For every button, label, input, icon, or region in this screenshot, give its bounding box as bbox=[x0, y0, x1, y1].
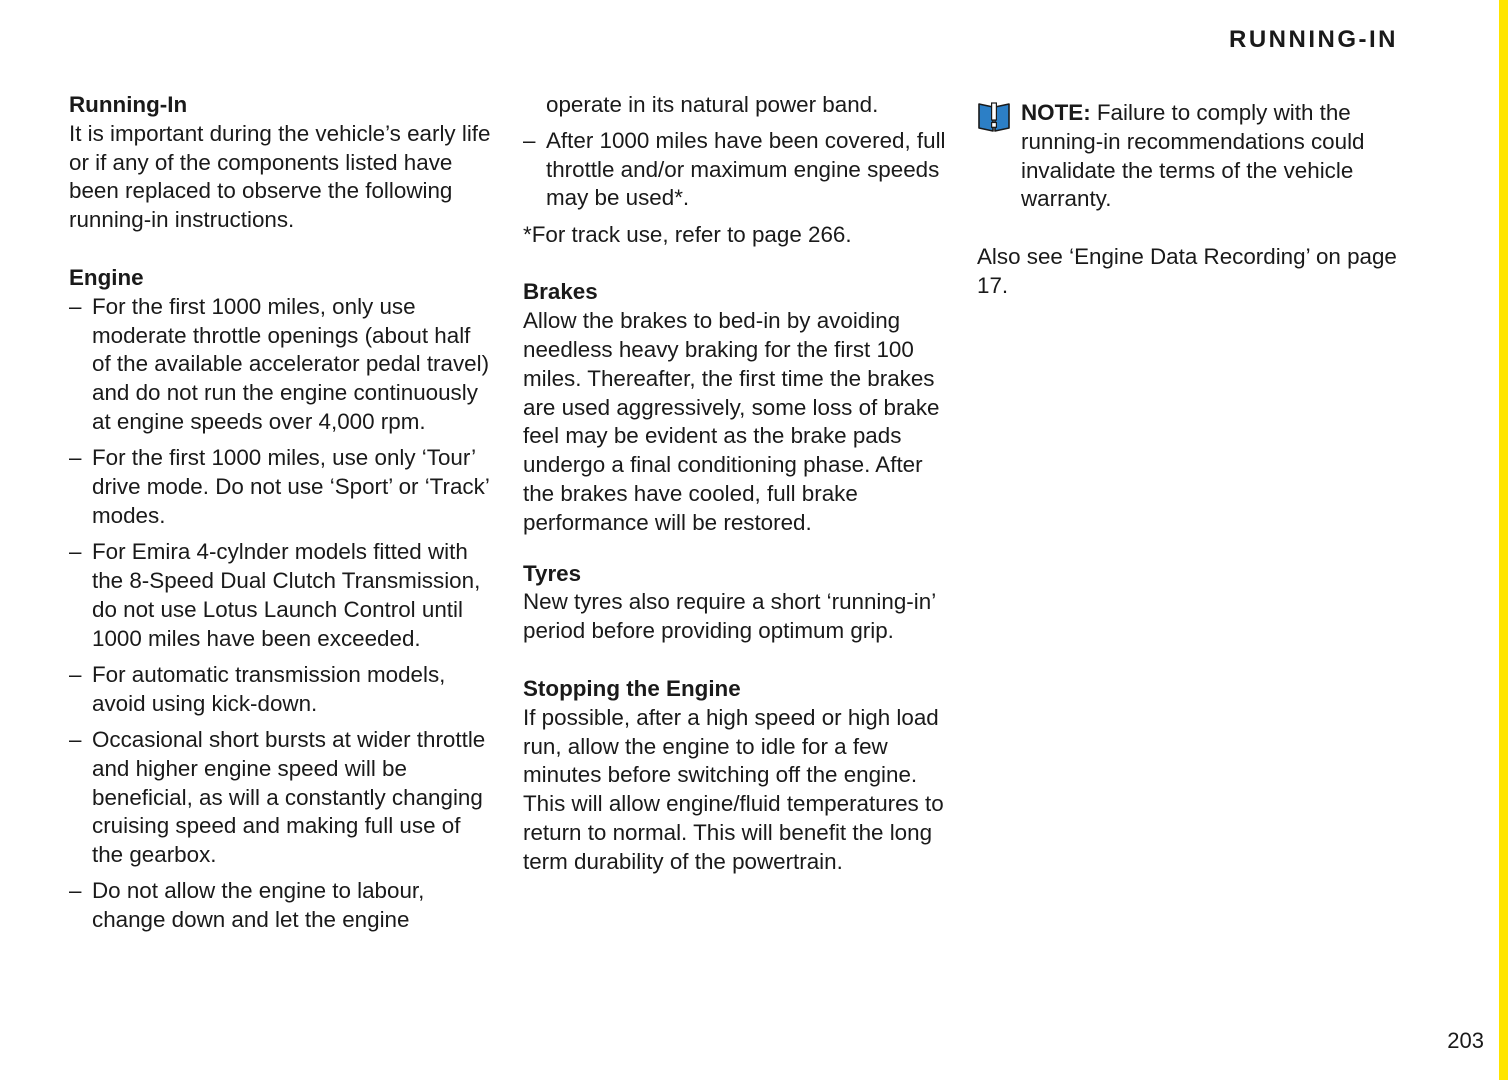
list-item: – For the first 1000 miles, use only ‘Tour’ drive mode. Do not use ‘Sport’ or ‘Track’ modes. bbox=[69, 444, 494, 530]
list-item: – Occasional short bursts at wider throttle and higher engine speed will be beneficial, as will a constantly changing cruising speed and making full use of the gearbox. bbox=[69, 726, 494, 870]
note-label: NOTE: bbox=[1021, 100, 1091, 125]
engine-list bbox=[69, 293, 494, 935]
engine-heading: Engine bbox=[69, 264, 144, 290]
right-column bbox=[977, 91, 1397, 301]
continued-list-text: operate in its natural power band. bbox=[546, 92, 879, 117]
list-item: – After 1000 miles have been covered, full throttle and/or maximum engine speeds may be used*. bbox=[523, 127, 953, 213]
stopping-heading: Stopping the Engine bbox=[523, 676, 741, 702]
brakes-heading: Brakes bbox=[523, 279, 598, 305]
list-item: – For Emira 4-cylnder models fitted with the 8-Speed Dual Clutch Transmission, do not use Lotus Launch Control until 1000 miles have been exceeded. bbox=[69, 538, 494, 653]
page-number: 203 bbox=[1447, 1028, 1484, 1053]
see-also-reference: Also see ‘Engine Data Recording’ on page 17. bbox=[977, 244, 1397, 298]
tyres-paragraph: New tyres also require a short ‘running-in’ period before providing optimum grip. bbox=[523, 589, 936, 644]
stopping-paragraph: If possible, after a high speed or high load run, allow the engine to idle for a few minutes before switching off the engine. This will allow engine/fluid temperatures to return to normal. This will benefit the long term durability of the powertrain. bbox=[523, 704, 944, 874]
list-item: – For automatic transmission models, avoid using kick-down. bbox=[69, 661, 494, 719]
list-item: – Do not allow the engine to labour, change down and let the engine bbox=[69, 877, 494, 935]
brakes-paragraph: Allow the brakes to bed-in by avoiding needless heavy braking for the first 100 miles. Thereafter, the first time the brakes are used aggressively, some loss of brake feel may be evident as the brake pads undergo a final conditioning phase. After the brakes have cooled, full brake performance will be restored. bbox=[523, 308, 940, 535]
warranty-note bbox=[977, 99, 1397, 214]
tyres-heading: Tyres bbox=[523, 560, 582, 586]
list-item: – For the first 1000 miles, only use moderate throttle openings (about half of the available accelerator pedal travel) and do not run the engine continuously at engine speeds over 4,000 rpm. bbox=[69, 293, 494, 437]
book-exclamation-icon bbox=[977, 100, 1011, 134]
track-footnote: *For track use, refer to page 266. bbox=[523, 221, 852, 247]
intro-paragraph: It is important during the vehicle’s early life or if any of the components listed have been replaced to observe the following running-in instructions. bbox=[69, 120, 491, 233]
left-column bbox=[69, 91, 494, 943]
mileage-list bbox=[523, 127, 953, 213]
running-head: RUNNING-IN bbox=[1229, 26, 1398, 53]
note-text: Failure to comply with the running-in recommendations could invalidate the terms of the vehicle warranty. bbox=[1021, 100, 1365, 212]
section-title: Running-In bbox=[69, 92, 188, 117]
accent-bar bbox=[1499, 0, 1508, 1080]
middle-column bbox=[523, 91, 953, 877]
